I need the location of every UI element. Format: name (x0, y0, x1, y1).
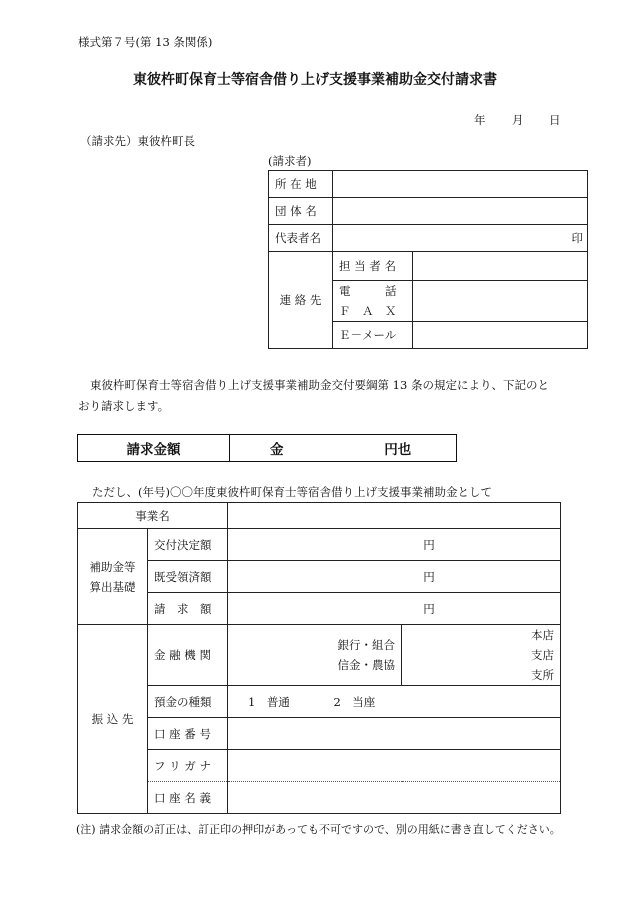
bank-name-field[interactable] (228, 625, 402, 686)
project-name-label: 事業名 (78, 503, 228, 529)
amount-prefix: 金 (270, 442, 284, 458)
basis-label-line1: 補助金等 (89, 559, 136, 574)
yen-unit: 円 (423, 537, 435, 552)
phone-label: 電 話 (339, 284, 397, 298)
phone-fax-label-cell (333, 281, 413, 322)
yen-unit: 円 (423, 569, 435, 584)
date-day-label: 日 (549, 113, 561, 127)
phone-fax-field[interactable] (413, 281, 588, 322)
account-holder-field[interactable] (228, 782, 561, 814)
claimant-table (268, 170, 588, 349)
decided-amount-label: 交付決定額 (148, 529, 228, 561)
proviso-text: ただし、(年号)〇〇年度東彼杵町保育士等宿舎借り上げ支援事業補助金として (92, 485, 492, 499)
basis-label-line2: 算出基礎 (89, 579, 136, 594)
bank-type-line1: 銀行・組合 (337, 638, 395, 652)
claim-amount-row-label: 請 求 額 (148, 593, 228, 625)
address-field[interactable] (333, 171, 588, 198)
branch-name-field[interactable] (402, 625, 561, 686)
address-label: 所 在 地 (269, 171, 333, 198)
deposit-type-ordinary[interactable]: 1 普通 (248, 694, 290, 709)
form-title: 東彼杵町保育士等宿舎借り上げ支援事業補助金交付請求書 (133, 72, 497, 88)
date-year-label: 年 (474, 113, 486, 127)
branch-main: 本店 (531, 628, 554, 642)
representative-label: 代表者名 (269, 225, 333, 252)
contact-label: 連 絡 先 (269, 252, 333, 349)
yen-unit: 円 (423, 601, 435, 616)
bank-type-line2: 信金・農協 (337, 658, 395, 672)
deposit-type-field[interactable] (228, 686, 561, 718)
details-table (77, 502, 561, 814)
furigana-field[interactable] (228, 750, 561, 782)
person-in-charge-label: 担 当 者 名 (333, 252, 413, 281)
received-amount-label: 既受領済額 (148, 561, 228, 593)
deposit-type-label: 預金の種類 (148, 686, 228, 718)
form-number: 様式第７号(第 13 条関係) (78, 35, 213, 49)
person-in-charge-field[interactable] (413, 252, 588, 281)
account-holder-label: 口 座 名 義 (148, 782, 228, 814)
branch-branch: 支店 (531, 648, 554, 662)
amount-suffix: 円也 (384, 442, 412, 458)
date-month-label: 月 (512, 113, 524, 127)
addressee: （請求先）東彼杵町長 (80, 134, 195, 148)
claim-amount-field[interactable] (230, 435, 457, 462)
claim-amount-label: 請求金額 (78, 435, 230, 462)
claim-amount-table (77, 434, 457, 462)
request-statement: 東彼杵町保育士等宿舎借り上げ支援事業補助金交付要綱第 13 条の規定により、下記のとおり請求します。 (78, 378, 549, 413)
claimant-section-label: (請求者) (268, 154, 312, 168)
furigana-label: フ リ ガ ナ (148, 750, 228, 782)
decided-amount-field[interactable] (228, 529, 561, 561)
deposit-type-current[interactable]: 2 当座 (333, 694, 376, 709)
account-number-field[interactable] (228, 718, 561, 750)
representative-field[interactable] (333, 225, 588, 252)
fax-label: Ｆ Ａ Ｘ (339, 304, 397, 318)
organization-field[interactable] (333, 198, 588, 225)
received-amount-field[interactable] (228, 561, 561, 593)
claim-amount-row-field[interactable] (228, 593, 561, 625)
footnote: (注) 請求金額の訂正は、訂正印の押印があっても不可ですので、別の用紙に書き直してください。 (76, 823, 561, 836)
account-number-label: 口 座 番 号 (148, 718, 228, 750)
email-field[interactable] (413, 322, 588, 349)
project-name-field[interactable] (228, 503, 561, 529)
transfer-label: 振 込 先 (78, 625, 148, 814)
email-label: Ｅ－メール (333, 322, 413, 349)
bank-label: 金 融 機 関 (148, 625, 228, 686)
organization-label: 団 体 名 (269, 198, 333, 225)
basis-label (78, 529, 148, 625)
seal-mark: 印 (571, 231, 583, 245)
branch-office: 支所 (531, 668, 554, 682)
